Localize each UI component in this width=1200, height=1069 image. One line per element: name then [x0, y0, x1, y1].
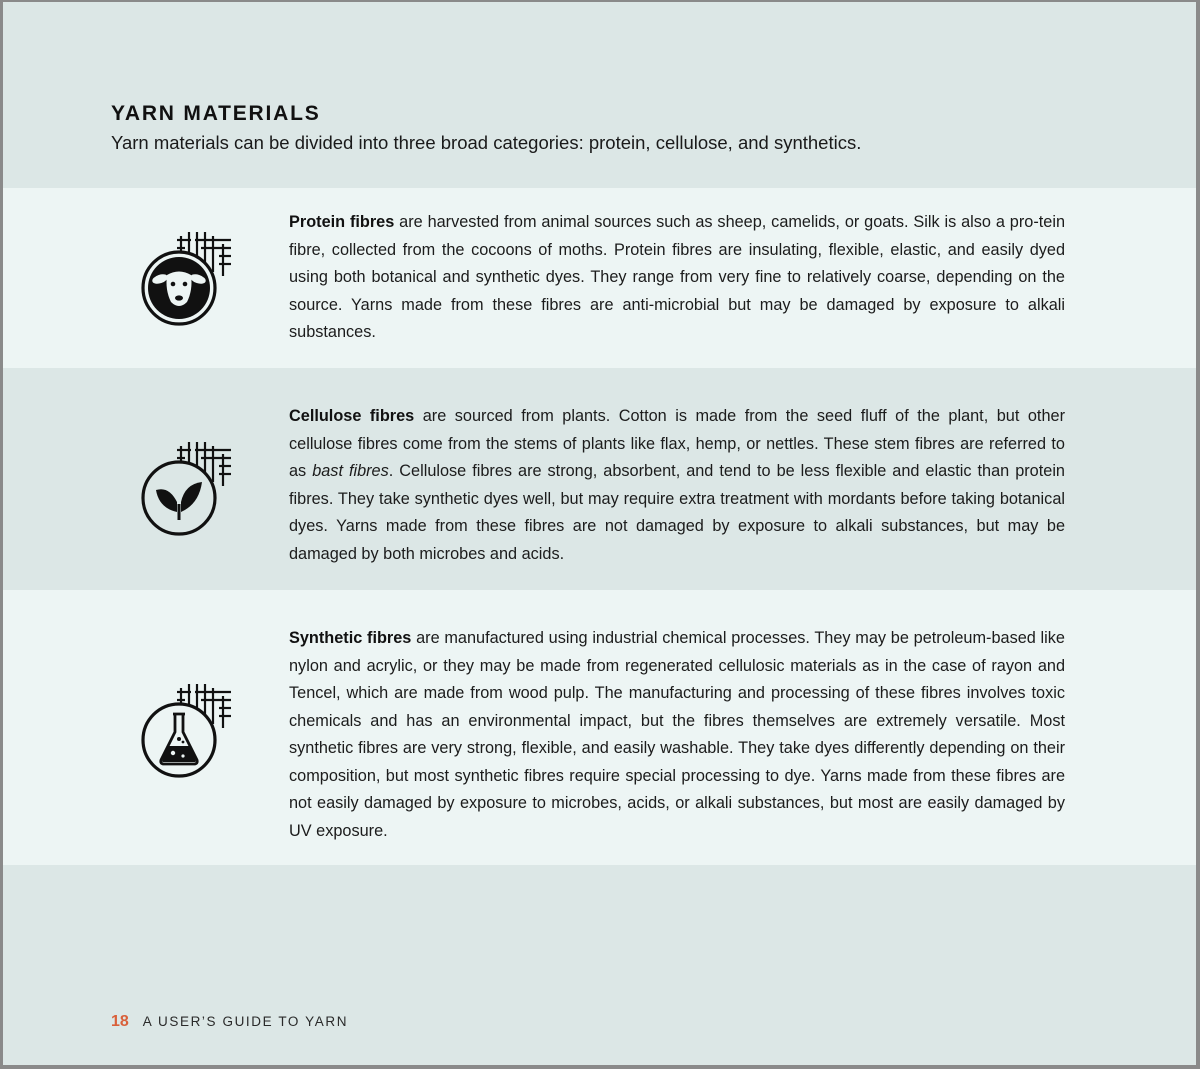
- page-number: 18: [111, 1013, 129, 1030]
- book-title: A USER’S GUIDE TO YARN: [142, 1014, 349, 1029]
- sheep-icon: [139, 230, 235, 326]
- protein-term: Protein fibres: [289, 213, 395, 231]
- synthetic-description: [289, 625, 1065, 845]
- synthetic-section: [3, 590, 1196, 865]
- protein-section: [3, 188, 1196, 368]
- page: [3, 2, 1196, 1065]
- cellulose-description: [289, 403, 1065, 568]
- page-footer: [111, 1013, 348, 1031]
- synthetic-term: Synthetic fibres: [289, 629, 412, 647]
- page-header: [111, 102, 861, 154]
- leaf-icon: [139, 440, 235, 536]
- page-title: YARN MATERIALS: [111, 102, 321, 125]
- protein-description: [289, 209, 1065, 347]
- page-subtitle: Yarn materials can be divided into three broad categories: protein, cellulose, and synthetics.: [111, 132, 862, 153]
- cellulose-text-before: are sourced from plants. Cotton is made from the seed fluff of the plant, but other cellulose fibres come from the stems of plants like flax, hemp, or nettles. These stem fibres are referred to as: [289, 407, 1065, 480]
- cellulose-italic-term: bast fibres: [312, 462, 389, 480]
- synthetic-text: are manufactured using industrial chemical processes. They may be petroleum-based like nylon and acrylic, or they may be made from regenerated cellulosic materials as in the case of rayon and Tencel, which are made from wood pulp. The manufacturing and processing of these fibres involves toxic chemicals and has an environmental impact, but the fibres themselves are extremely versatile. Most synthetic fibres are very strong, flexible, and easily washable. They take dyes differently depending on their composition, but most synthetic fibres require special processing to dye. Yarns made from these fibres are not easily damaged by exposure to microbes, acids, or alkali substances, but most are easily damaged by UV exposure.: [289, 629, 1065, 840]
- cellulose-text-after: . Cellulose fibres are strong, absorbent, and tend to be less flexible and elastic than protein fibres. They take synthetic dyes well, but may require extra treatment with mordants before taking botanical dyes. Yarns made from these fibres are not damaged by exposure to alkali substances, but may be damaged by both microbes and acids.: [289, 462, 1065, 563]
- protein-text: are harvested from animal sources such as sheep, camelids, or goats. Silk is also a pro-tein fibre, collected from the cocoons of moths. Protein fibres are insulating, flexible, elastic, and easily dyed using both botanical and synthetic dyes. They range from very fine to relatively coarse, depending on the source. Yarns made from these fibres are anti-microbial but may be damaged by exposure to alkali substances.: [289, 213, 1065, 341]
- flask-icon: [139, 682, 235, 778]
- cellulose-section: [3, 368, 1196, 590]
- cellulose-term: Cellulose fibres: [289, 407, 415, 425]
